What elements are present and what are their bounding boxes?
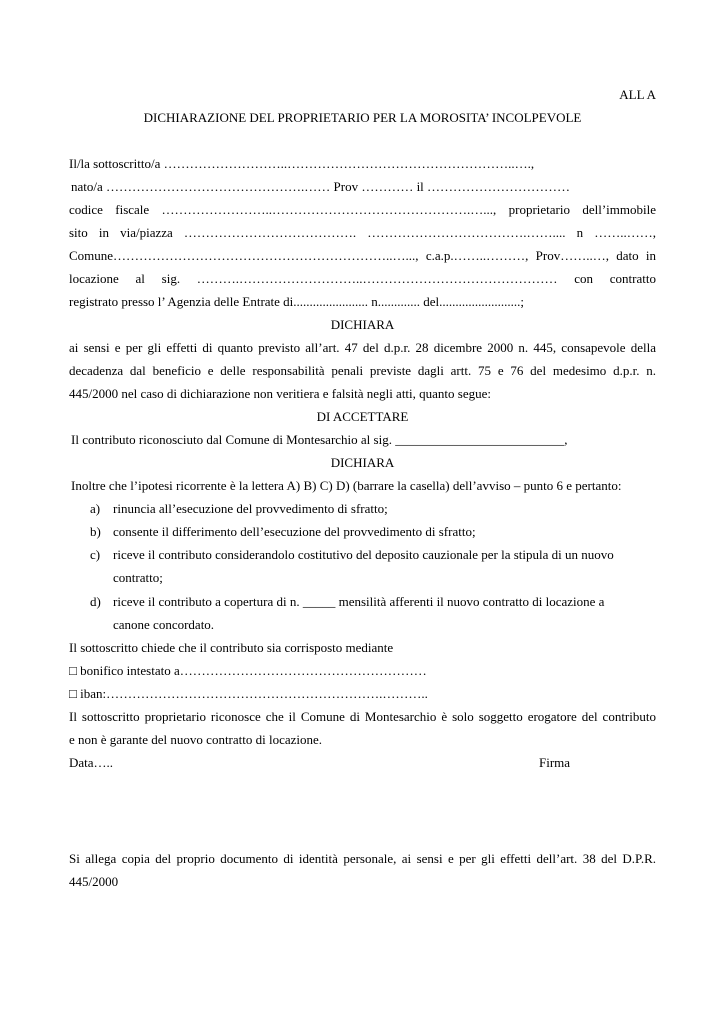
accettare-line-1: Il contributo riconosciuto dal Comune di Montesarchio al sig. __________________________, <box>71 432 568 447</box>
dichiara-heading-2: DICHIARA <box>330 455 395 470</box>
list-item-letter-a: a) <box>90 501 101 516</box>
list-item-text-c: riceve il contributo considerandolo costitutivo del deposito cauzionale per la stipula di un nuovo <box>113 547 614 562</box>
list-item-letter-d: d) <box>90 594 101 609</box>
dichiara-line-1: ai sensi e per gli effetti di quanto previsto all’art. 47 del d.p.r. 28 dicembre 2000 n. 445, consapevole della <box>69 340 656 355</box>
data-label: Data….. <box>69 755 114 770</box>
intro-line-1: Il/la sottoscritto/a ………………………..……………………………………………..…., <box>69 156 535 171</box>
closing-line-1: Il sottoscritto proprietario riconosce che il Comune di Montesarchio è solo soggetto erogatore del contributo <box>69 709 656 724</box>
firma-label: Firma <box>539 755 571 770</box>
footer-line-1: Si allega copia del proprio documento di identità personale, ai sensi e per gli effetti dell’art. 38 del D.P.R. <box>69 851 656 866</box>
document-title: DICHIARAZIONE DEL PROPRIETARIO PER LA MOROSITA’ INCOLPEVOLE <box>143 110 582 125</box>
payment-line-1: Il sottoscritto chiede che il contributo sia corrisposto mediante <box>69 640 394 655</box>
intro-line-5: Comune………………………………………………………..…..., c.a.p.……..………, Prov……..…, dato in <box>69 248 656 263</box>
intro-line-4: sito in via/piazza …………………………………. ……………………………….…….... n ……..……, <box>69 225 656 240</box>
list-item-text-c-cont: contratto; <box>113 570 163 585</box>
list-item-text-b: consente il differimento dell’esecuzione del provvedimento di sfratto; <box>113 524 476 539</box>
annex-label: ALL A <box>619 87 656 102</box>
footer-line-2: 445/2000 <box>69 874 119 889</box>
intro-line-6: locazione al sig. ……….………………………..……………………………………… con contratto <box>69 271 656 286</box>
dichiara-line-2: decadenza dal beneficio e delle responsabilità penali previste dagli artt. 75 e 76 del medesimo d.p.r. n. <box>69 363 656 378</box>
list-item-text-a: rinuncia all’esecuzione del provvedimento di sfratto; <box>113 501 388 516</box>
list-item-letter-c: c) <box>90 547 101 562</box>
accettare-heading: DI ACCETTARE <box>316 409 409 424</box>
list-item-letter-b: b) <box>90 524 101 539</box>
intro-line-7: registrato presso l’ Agenzia delle Entrate di....................... n............. del.........................; <box>69 294 525 309</box>
payment-iban: □ iban:……………………………………………………….……….. <box>69 686 428 701</box>
dichiara2-line-1: Inoltre che l’ipotesi ricorrente è la lettera A) B) C) D) (barrare la casella) dell’avviso – punto 6 e pertanto: <box>71 478 622 493</box>
dichiara-heading-1: DICHIARA <box>330 317 395 332</box>
list-item-text-d-cont: canone concordato. <box>113 617 215 632</box>
closing-line-2: e non è garante del nuovo contratto di locazione. <box>69 732 323 747</box>
list-item-text-d: riceve il contributo a copertura di n. _____ mensilità afferenti il nuovo contratto di locazione a <box>113 594 605 609</box>
intro-line-3: codice fiscale ……………………..……………………………………….…..., proprietario dell’immobile <box>69 202 656 217</box>
dichiara-line-3: 445/2000 nel caso di dichiarazione non veritiera e falsità negli atti, quanto segue: <box>69 386 491 401</box>
payment-bonifico: □ bonifico intestato a………………………………………………… <box>69 663 427 678</box>
intro-line-2: nato/a ……………………………………….…… Prov ………… il …………………………… <box>71 179 571 194</box>
